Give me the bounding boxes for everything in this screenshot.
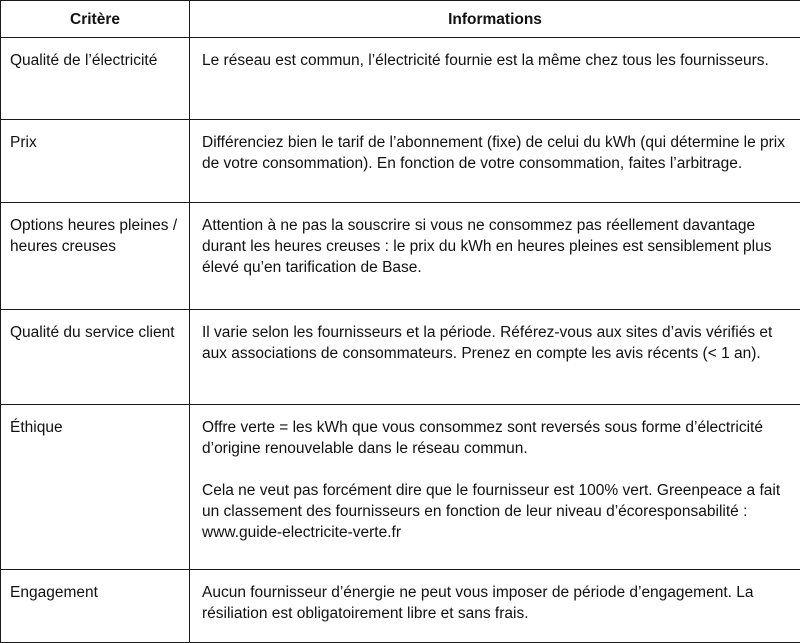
table-row bbox=[1, 203, 800, 310]
info-paragraph: Cela ne veut pas forcément dire que le fournisseur est 100% vert. Greenpeace a fait un classement des fournisseurs en fonction de leur niveau d’écoresponsabilité : www.guide-electricite-verte.fr bbox=[202, 480, 788, 543]
info-paragraph: Le réseau est commun, l’électricité fournie est la même chez tous les fournisseurs. bbox=[202, 50, 788, 71]
table-row bbox=[1, 405, 800, 570]
row-information bbox=[190, 310, 800, 405]
row-criterion: Qualité de l’électricité bbox=[1, 38, 190, 120]
header-row bbox=[1, 1, 800, 38]
row-criterion: Prix bbox=[1, 120, 190, 203]
row-criterion: Éthique bbox=[1, 405, 190, 570]
info-paragraph: Aucun fournisseur d’énergie ne peut vous imposer de période d’engagement. La résiliation est obligatoirement libre et sans frais. bbox=[202, 582, 788, 624]
row-information bbox=[190, 120, 800, 203]
table-row bbox=[1, 310, 800, 405]
info-paragraph: Différenciez bien le tarif de l’abonnement (fixe) de celui du kWh (qui détermine le prix de votre consommation). En fonction de votre consommation, faites l’arbitrage. bbox=[202, 132, 788, 174]
info-paragraph: Attention à ne pas la souscrire si vous ne consommez pas réellement davantage durant les heures creuses : le prix du kWh en heures pleines est sensiblement plus élevé qu’en tarification de Base. bbox=[202, 215, 788, 278]
row-criterion: Qualité du service client bbox=[1, 310, 190, 405]
row-criterion: Options heures pleines / heures creuses bbox=[1, 203, 190, 310]
info-paragraph: Il varie selon les fournisseurs et la période. Référez-vous aux sites d’avis vérifiés et aux associations de consommateurs. Prenez en compte les avis récents (< 1 an). bbox=[202, 322, 788, 364]
table-row bbox=[1, 570, 800, 643]
table-row bbox=[1, 120, 800, 203]
row-information bbox=[190, 405, 800, 570]
header-information: Informations bbox=[190, 1, 800, 38]
header-criterion: Critère bbox=[1, 1, 190, 38]
row-criterion: Engagement bbox=[1, 570, 190, 643]
row-information bbox=[190, 570, 800, 643]
row-information bbox=[190, 38, 800, 120]
info-paragraph: Offre verte = les kWh que vous consommez sont reversés sous forme d’électricité d’origine renouvelable dans le réseau commun. bbox=[202, 417, 788, 459]
table-row bbox=[1, 38, 800, 120]
row-information bbox=[190, 203, 800, 310]
